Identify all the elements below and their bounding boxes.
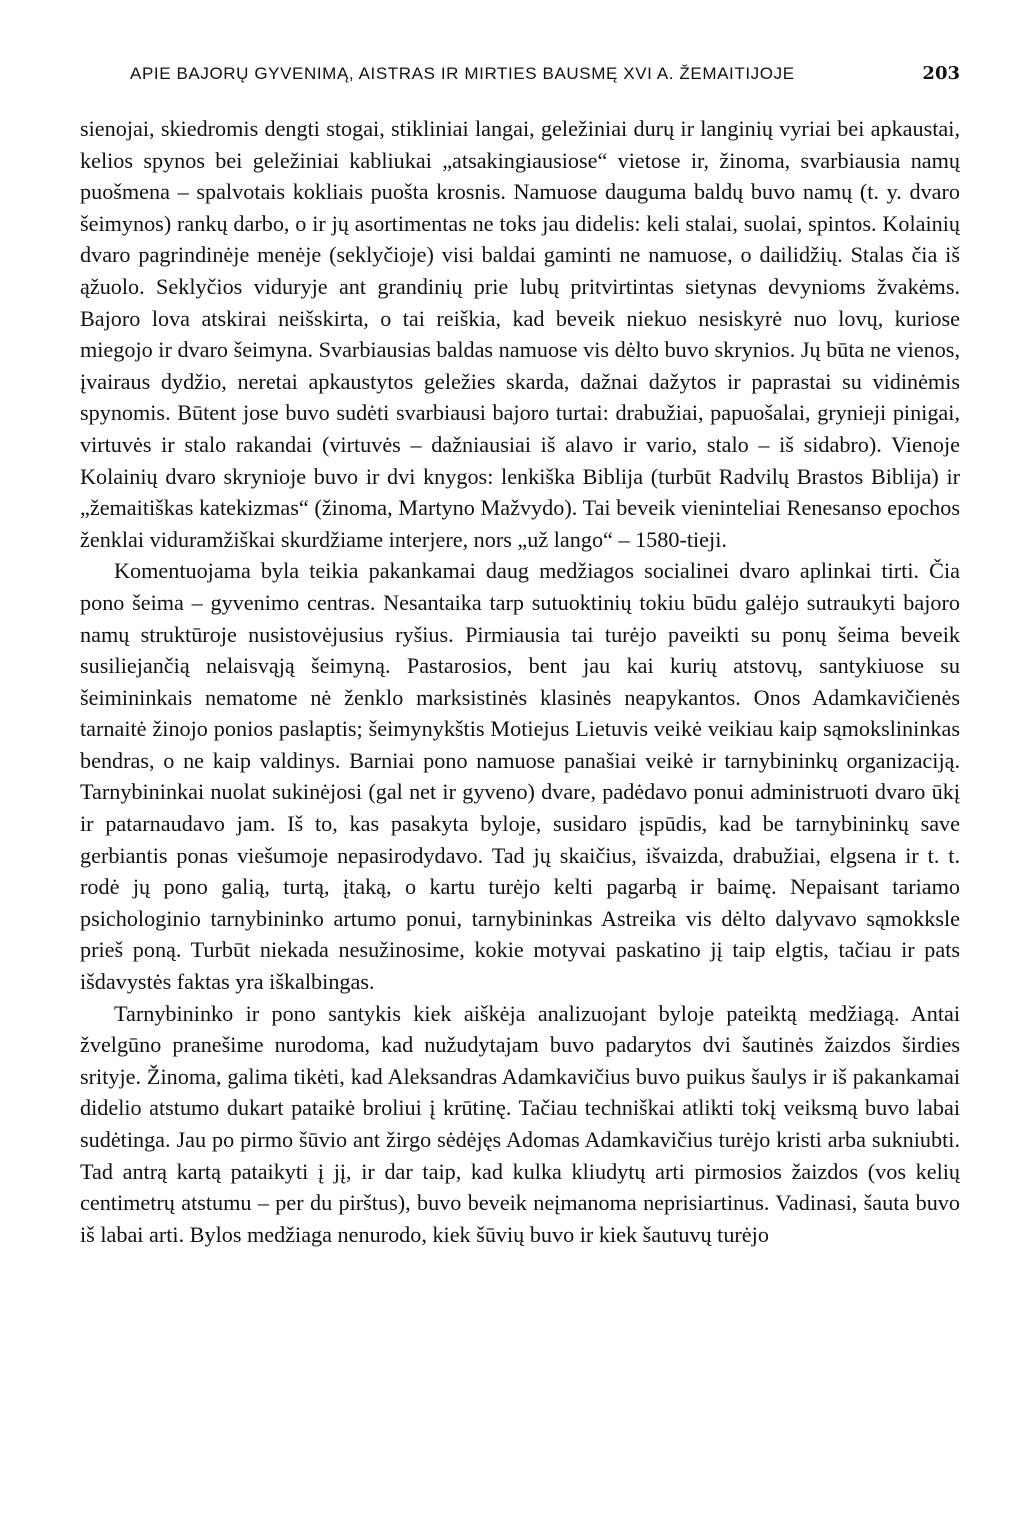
running-title: APIE BAJORŲ GYVENIMĄ, AISTRAS IR MIRTIES BAUSMĘ XVI A. ŽEMAITIJOJE bbox=[130, 64, 795, 83]
paragraph-1: sienojai, skiedromis dengti stogai, stikliniai langai, geležiniai durų ir langinių vyriai bei apkaustai, kelios spynos bei geležiniai kabliukai „atsakingiausiose“ vietose ir, žinoma, svarbiausia namų puošmena – spalvotais kokliais puošta krosnis. Namuose dauguma baldų buvo namų (t. y. dvaro šeimynos) rankų darbo, o ir jų asortimentas ne toks jau didelis: keli stalai, suolai, spintos. Kolainių dvaro pagrindinėje menėje (seklyčioje) visi baldai gaminti ne namuose, o dailidžių. Stalas čia iš ąžuolo. Seklyčios viduryje ant grandinių prie lubų pritvirtintas sietynas devynioms žvakėms. Bajoro lova atskirai neišskirta, o tai reiškia, kad beveik niekuo nesiskyrė nuo lovų, kuriose miegojo ir dvaro šeimyna. Svarbiausias baldas namuose vis dėlto buvo skrynios. Jų būta ne vienos, įvairaus dydžio, neretai apkaustytos geležies skarda, dažnai dažytos ir paprastai su vidinėmis spynomis. Būtent jose buvo sudėti svarbiausi bajoro turtai: drabužiai, papuošalai, grynieji pinigai, virtuvės ir stalo rakandai (virtuvės – dažniausiai iš alavo ir vario, stalo – iš sidabro). Vienoje Kolainių dvaro skrynioje buvo ir dvi knygos: lenkiška Biblija (turbūt Radvilų Brastos Biblija) ir „žemaitiškas katekizmas“ (žinoma, Martyno Mažvydo). Tai beveik vieninteliai Renesanso epochos ženklai viduramžiškai skurdžiame interjere, nors „už lango“ – 1580-tieji. bbox=[80, 116, 960, 552]
paragraph-2: Komentuojama byla teikia pakankamai daug medžiagos socialinei dvaro aplinkai tirti. Čia pono šeima – gyvenimo centras. Nesantaika tarp sutuoktinių tokiu būdu galėjo sutraukyti bajoro namų struktūroje nusistovėjusius ryšius. Pirmiausia tai turėjo paveikti su ponų šeima beveik susiliejančią nelaisvąją šeimyną. Pastarosios, bent jau kai kurių atstovų, santykiuose su šeimininkais nematome nė ženklo marksistinės klasinės neapykantos. Onos Adamkavičienės tarnaitė žinojo ponios paslaptis; šeimynykštis Motiejus Lietuvis veikė veikiau kaip sąmokslininkas bendras, o ne kaip valdinys. Barniai pono namuose panašiai veikė ir tarnybininkų organizaciją. Tarnybininkai nuolat sukinėjosi (gal net ir gyveno) dvare, padėdavo ponui administruoti dvaro ūkį ir patarnaudavo jam. Iš to, kas pasakyta byloje, susidaro įspūdis, kad be tarnybininkų save gerbiantis ponas viešumoje nepasirodydavo. Tad jų skaičius, išvaizda, drabužiai, elgsena ir t. t. rodė jų pono galią, turtą, įtaką, o kartu turėjo kelti pagarbą ir baimę. Nepaisant tariamo psichologinio tarnybininko artumo ponui, tarnybininkas Astreika vis dėlto dalyvavo sąmokksle prieš poną. Turbūt niekada nesužinosime, kokie motyvai paskatino jį taip elgtis, tačiau ir pats išdavystės faktas yra iškalbingas. bbox=[80, 558, 960, 995]
running-header bbox=[80, 60, 960, 90]
page-number: 203 bbox=[922, 63, 960, 84]
paragraph-3: Tarnybininko ir pono santykis kiek aiškėja analizuojant byloje pateiktą medžiagą. Antai žvelgūno pranešime nurodoma, kad nužudytajam buvo padarytos dvi šautinės žaizdos širdies srityje. Žinoma, galima tikėti, kad Aleksandras Adamkavičius buvo puikus šaulys ir iš pakankamai didelio atstumo dukart pataikė broliui į krūtinę. Tačiau techniškai atlikti tokį veiksmą buvo labai sudėtinga. Jau po pirmo šūvio ant žirgo sėdėjęs Adomas Adamkavičius turėjo kristi arba sukniubti. Tad antrą kartą pataikyti į jį, ir dar taip, kad kulka kliudytų arti pirmosios žaizdos (vos kelių centimetrų atstumu – per du pirštus), buvo beveik neįmanoma neprisiartinus. Vadinasi, šauta buvo iš labai arti. Bylos medžiaga nenurodo, kiek šūvių buvo ir kiek šautuvų turėjo bbox=[80, 1000, 960, 1247]
body-text bbox=[80, 113, 960, 1250]
